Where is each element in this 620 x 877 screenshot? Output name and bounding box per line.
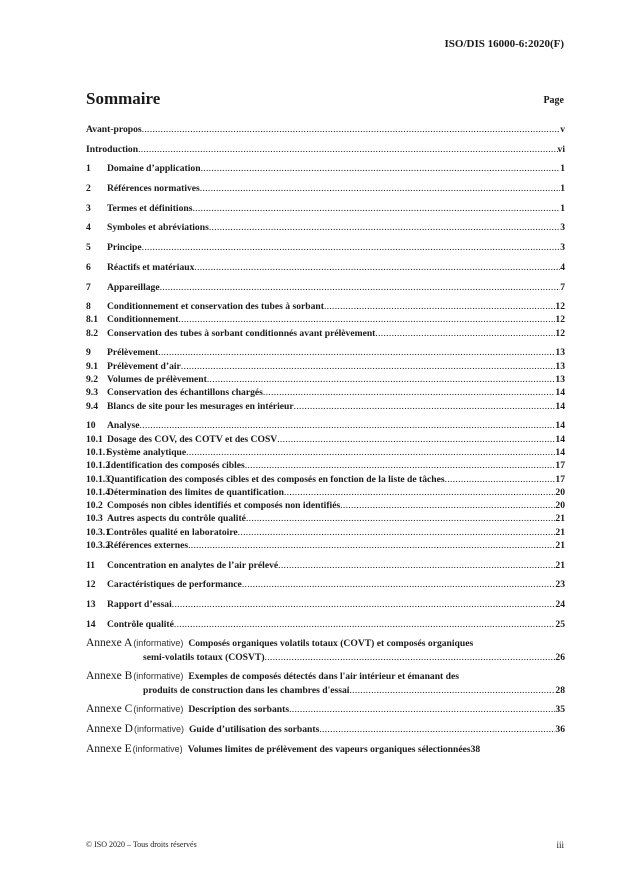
dot-leader bbox=[200, 182, 560, 195]
toc-entry[interactable] bbox=[86, 346, 565, 359]
toc-entry[interactable] bbox=[86, 559, 565, 572]
toc-entry-number: 10.1.3 bbox=[86, 473, 110, 485]
toc-entry-page: 21 bbox=[555, 559, 565, 571]
dot-leader bbox=[265, 651, 556, 664]
toc-group bbox=[86, 143, 565, 156]
toc-group bbox=[86, 182, 565, 195]
toc-entry[interactable] bbox=[86, 578, 565, 591]
toc-group bbox=[86, 618, 565, 631]
toc-entry[interactable] bbox=[86, 386, 565, 399]
dot-leader bbox=[207, 373, 556, 386]
toc-entry[interactable] bbox=[86, 373, 565, 386]
dot-leader bbox=[209, 221, 560, 234]
annex-label: Annexe C bbox=[86, 703, 133, 716]
dot-leader bbox=[340, 499, 555, 512]
toc-entry-page: 4 bbox=[560, 261, 565, 273]
toc-entry[interactable] bbox=[86, 182, 565, 195]
dot-leader bbox=[445, 473, 556, 486]
toc-entry-page: 1 bbox=[560, 183, 565, 195]
toc-entry[interactable] bbox=[86, 499, 565, 512]
toc-entry-page: 14 bbox=[555, 433, 565, 445]
toc-entry-number: 11 bbox=[86, 559, 96, 571]
dot-leader bbox=[238, 526, 556, 539]
toc-entry-page: v bbox=[560, 124, 565, 135]
toc-entry-title: Autres aspects du contrôle qualité bbox=[107, 513, 246, 525]
toc-entry-title: Rapport d’essai bbox=[107, 599, 172, 611]
dot-leader bbox=[201, 162, 561, 175]
annex-title-line2: produits de construction dans les chambres d'essai bbox=[143, 684, 350, 696]
annex-type: (informative) bbox=[132, 743, 183, 754]
annex-page: 26 bbox=[555, 651, 565, 663]
dot-leader bbox=[246, 512, 555, 525]
toc-group bbox=[86, 419, 565, 552]
toc-group bbox=[86, 300, 565, 340]
toc-entry-number: 1 bbox=[86, 163, 91, 175]
dot-leader bbox=[142, 241, 561, 254]
dot-leader bbox=[242, 578, 556, 591]
dot-leader bbox=[278, 559, 555, 572]
toc-entry-number: 10.1.4 bbox=[86, 486, 110, 498]
toc-entry[interactable] bbox=[86, 281, 565, 294]
dot-leader bbox=[263, 386, 556, 399]
toc-entry[interactable] bbox=[86, 539, 565, 552]
toc-group bbox=[86, 221, 565, 234]
annex-label: Annexe B bbox=[86, 670, 133, 683]
document-id-header: ISO/DIS 16000-6:2020(F) bbox=[444, 38, 564, 50]
toc-entry-page: 13 bbox=[555, 374, 565, 386]
toc-entry-page: 3 bbox=[560, 222, 565, 234]
toc-entry[interactable] bbox=[86, 261, 565, 274]
toc-entry-number: 8.2 bbox=[86, 327, 98, 339]
annex-entry[interactable] bbox=[86, 670, 565, 683]
toc-entry[interactable] bbox=[86, 143, 565, 156]
annex-page: 36 bbox=[555, 724, 565, 736]
annex-group bbox=[86, 637, 565, 664]
toc-entry-page: 17 bbox=[555, 460, 565, 472]
footer-page-number: iii bbox=[556, 840, 564, 850]
annex-type: (informative) bbox=[133, 704, 184, 715]
toc-group bbox=[86, 241, 565, 254]
annex-title: Composés organiques volatils totaux (COVT) et composés organiques bbox=[188, 638, 474, 650]
toc-entry-number: 8.1 bbox=[86, 314, 98, 326]
toc-entry-title: Identification des composés cibles bbox=[107, 460, 245, 472]
annex-entry-continued[interactable] bbox=[86, 684, 565, 697]
toc-entry-title: Appareillage bbox=[107, 281, 160, 293]
annex-label: Annexe E bbox=[86, 742, 132, 755]
toc-entry-page: 17 bbox=[555, 473, 565, 485]
toc-entry[interactable] bbox=[86, 419, 565, 432]
toc-entry-number: 10.1.2 bbox=[86, 460, 110, 472]
toc-group bbox=[86, 559, 565, 572]
dot-leader bbox=[174, 618, 556, 631]
toc-entry-title: Termes et définitions bbox=[107, 202, 193, 214]
toc-entry-title: Conservation des échantillons chargés bbox=[107, 387, 263, 399]
toc-title: Sommaire bbox=[86, 89, 161, 108]
toc-entry-page: 25 bbox=[555, 618, 565, 630]
toc-entry-number: 10.1.1 bbox=[86, 446, 110, 458]
dot-leader bbox=[289, 703, 555, 716]
annex-group bbox=[86, 670, 565, 697]
toc-entry-page: 21 bbox=[555, 540, 565, 552]
annex-page: 35 bbox=[555, 704, 565, 716]
toc-entry-number: 9.3 bbox=[86, 387, 98, 399]
toc-entry-number: 9 bbox=[86, 347, 91, 359]
toc-entry[interactable] bbox=[86, 486, 565, 499]
toc-entry[interactable] bbox=[86, 360, 565, 373]
toc-entry-number: 10.2 bbox=[86, 500, 103, 512]
dot-leader bbox=[172, 598, 556, 611]
toc-entry-page: 12 bbox=[555, 301, 565, 313]
toc-group bbox=[86, 261, 565, 274]
dot-leader bbox=[294, 400, 556, 413]
table-of-contents bbox=[86, 123, 565, 762]
toc-entry-title: Conditionnement et conservation des tubes à sorbant bbox=[107, 301, 324, 313]
toc-entry[interactable] bbox=[86, 512, 565, 525]
toc-entry-title: Conservation des tubes à sorbant conditionnés avant prélèvement bbox=[107, 327, 376, 339]
annex-title: Description des sorbants bbox=[188, 704, 290, 716]
toc-group bbox=[86, 346, 565, 412]
toc-entry-title: Blancs de site pour les mesurages en intérieur bbox=[107, 400, 294, 412]
toc-entry-page: 1 bbox=[560, 163, 565, 175]
toc-entry-number: 10.3.2 bbox=[86, 540, 110, 552]
toc-entry-title: Quantification des composés cibles et des composés en fonction de la liste de tâches bbox=[107, 473, 445, 485]
toc-group bbox=[86, 202, 565, 215]
toc-entry-page: 23 bbox=[555, 579, 565, 591]
toc-entry-page: 13 bbox=[555, 360, 565, 372]
toc-entry-page: 21 bbox=[555, 513, 565, 525]
toc-entry-title: Réactifs et matériaux bbox=[107, 261, 195, 273]
toc-entry-number: 10.3 bbox=[86, 513, 103, 525]
annex-entry[interactable] bbox=[86, 743, 565, 756]
toc-entry-number: 10 bbox=[86, 420, 96, 432]
toc-entry-page: 21 bbox=[555, 526, 565, 538]
toc-entry-title: Introduction bbox=[86, 143, 139, 155]
toc-entry-number: 7 bbox=[86, 281, 91, 293]
annex-group bbox=[86, 703, 565, 716]
annex-group bbox=[86, 743, 565, 756]
dot-leader bbox=[181, 360, 556, 373]
toc-entry-number: 13 bbox=[86, 599, 96, 611]
toc-entry[interactable] bbox=[86, 162, 565, 175]
toc-entry-title: Dosage des COV, des COTV et des COSV bbox=[107, 433, 278, 445]
toc-entry[interactable] bbox=[86, 327, 565, 340]
toc-entry-title: Références externes bbox=[107, 540, 189, 552]
toc-entry-page: 7 bbox=[560, 281, 565, 293]
toc-entry[interactable] bbox=[86, 241, 565, 254]
dot-leader bbox=[142, 123, 561, 136]
dot-leader bbox=[140, 419, 556, 432]
toc-group bbox=[86, 281, 565, 294]
toc-entry[interactable] bbox=[86, 618, 565, 631]
annex-title: Guide d’utilisation des sorbants bbox=[188, 724, 320, 736]
toc-entry-title: Système analytique bbox=[107, 446, 187, 458]
toc-entry[interactable] bbox=[86, 598, 565, 611]
toc-entry-title: Volumes de prélèvement bbox=[107, 374, 207, 386]
annex-title: Volumes limites de prélèvement des vapeurs organiques sélectionnées bbox=[187, 743, 471, 755]
dot-leader bbox=[245, 459, 556, 472]
toc-entry-page: 12 bbox=[555, 327, 565, 339]
annex-entry[interactable] bbox=[86, 637, 565, 650]
toc-entry-page: 13 bbox=[555, 347, 565, 359]
dot-leader bbox=[375, 327, 555, 340]
toc-entry-title: Conditionnement bbox=[107, 314, 179, 326]
toc-group bbox=[86, 162, 565, 175]
toc-entry[interactable] bbox=[86, 300, 565, 313]
toc-entry-title: Concentration en analytes de l’air prélevé bbox=[107, 559, 279, 571]
toc-entry-title: Principe bbox=[107, 242, 142, 254]
annex-page: 38 bbox=[470, 743, 481, 755]
toc-entry-title: Contrôle qualité bbox=[107, 618, 174, 630]
dot-leader bbox=[158, 346, 555, 359]
annex-entry[interactable] bbox=[86, 723, 565, 736]
dot-leader bbox=[194, 261, 560, 274]
toc-entry-number: 5 bbox=[86, 242, 91, 254]
toc-entry-title: Prélèvement d’air bbox=[107, 360, 181, 372]
toc-entry-number: 12 bbox=[86, 579, 96, 591]
toc-group bbox=[86, 578, 565, 591]
toc-entry-title: Analyse bbox=[107, 420, 140, 432]
dot-leader bbox=[284, 486, 555, 499]
toc-entry-page: 3 bbox=[560, 242, 565, 254]
annex-label: Annexe D bbox=[86, 723, 133, 736]
toc-entry-number: 4 bbox=[86, 222, 91, 234]
annex-title: Exemples de composés détectés dans l'air intérieur et émanant des bbox=[188, 671, 459, 683]
toc-entry-page: 14 bbox=[555, 387, 565, 399]
toc-entry-page: 12 bbox=[555, 314, 565, 326]
annex-group bbox=[86, 723, 565, 736]
dot-leader bbox=[349, 684, 555, 697]
toc-entry-title: Caractéristiques de performance bbox=[107, 579, 242, 591]
dot-leader bbox=[160, 281, 561, 294]
toc-entry-number: 6 bbox=[86, 261, 91, 273]
toc-entry-title: Prélèvement bbox=[107, 347, 159, 359]
toc-entry-title: Symboles et abréviations bbox=[107, 222, 209, 234]
toc-entry[interactable] bbox=[86, 123, 565, 136]
toc-entry-title: Avant-propos bbox=[86, 124, 142, 135]
toc-entry-number: 10.3.1 bbox=[86, 526, 110, 538]
toc-entry[interactable] bbox=[86, 433, 565, 446]
toc-entry-page: 14 bbox=[555, 400, 565, 412]
toc-entry-page: 14 bbox=[555, 446, 565, 458]
toc-entry-number: 14 bbox=[86, 618, 96, 630]
footer-copyright: © ISO 2020 – Tous droits réservés bbox=[86, 840, 197, 849]
toc-entry[interactable] bbox=[86, 400, 565, 413]
toc-entry-number: 9.4 bbox=[86, 400, 98, 412]
annex-label: Annexe A bbox=[86, 637, 133, 650]
toc-entry-title: Références normatives bbox=[107, 183, 200, 195]
toc-entry-number: 2 bbox=[86, 183, 91, 195]
toc-entry-page: 20 bbox=[555, 486, 565, 498]
toc-entry-page: 1 bbox=[560, 202, 565, 214]
toc-entry-number: 9.1 bbox=[86, 360, 98, 372]
annex-type: (informative) bbox=[133, 671, 184, 682]
toc-entry-title: Composés non cibles identifiés et composés non identifiés bbox=[107, 500, 341, 512]
toc-entry[interactable] bbox=[86, 221, 565, 234]
annex-page: 28 bbox=[555, 684, 565, 696]
toc-entry-title: Domaine d’application bbox=[107, 163, 201, 175]
toc-entry-title: Détermination des limites de quantification bbox=[107, 486, 284, 498]
dot-leader bbox=[138, 143, 557, 156]
toc-entry[interactable] bbox=[86, 313, 565, 326]
dot-leader bbox=[178, 313, 555, 326]
annex-entry-continued[interactable] bbox=[86, 651, 565, 664]
toc-entry[interactable] bbox=[86, 446, 565, 459]
toc-entry-page: 24 bbox=[555, 599, 565, 611]
toc-entry[interactable] bbox=[86, 526, 565, 539]
page-column-label: Page bbox=[543, 95, 564, 106]
toc-group bbox=[86, 123, 565, 136]
dot-leader bbox=[324, 300, 555, 313]
toc-entry-number: 3 bbox=[86, 202, 91, 214]
dot-leader bbox=[277, 433, 555, 446]
toc-entry-page: 20 bbox=[555, 500, 565, 512]
toc-entry-number: 10.1 bbox=[86, 433, 103, 445]
toc-entry[interactable] bbox=[86, 473, 565, 486]
toc-entry-number: 9.2 bbox=[86, 374, 98, 386]
dot-leader bbox=[188, 539, 555, 552]
toc-entry-page: 14 bbox=[555, 420, 565, 432]
toc-group bbox=[86, 598, 565, 611]
toc-entry-page: vi bbox=[557, 143, 565, 155]
annex-type: (informative) bbox=[133, 638, 184, 649]
toc-entry[interactable] bbox=[86, 202, 565, 215]
dot-leader bbox=[186, 446, 555, 459]
dot-leader bbox=[192, 202, 560, 215]
annex-title-line2: semi-volatils totaux (COSVT) bbox=[143, 651, 265, 663]
dot-leader bbox=[319, 723, 555, 736]
annex-type: (informative) bbox=[133, 724, 184, 735]
toc-entry-number: 8 bbox=[86, 301, 91, 313]
annex-entry[interactable] bbox=[86, 703, 565, 716]
toc-entry-title: Contrôles qualité en laboratoire bbox=[107, 526, 238, 538]
toc-entry[interactable] bbox=[86, 459, 565, 472]
